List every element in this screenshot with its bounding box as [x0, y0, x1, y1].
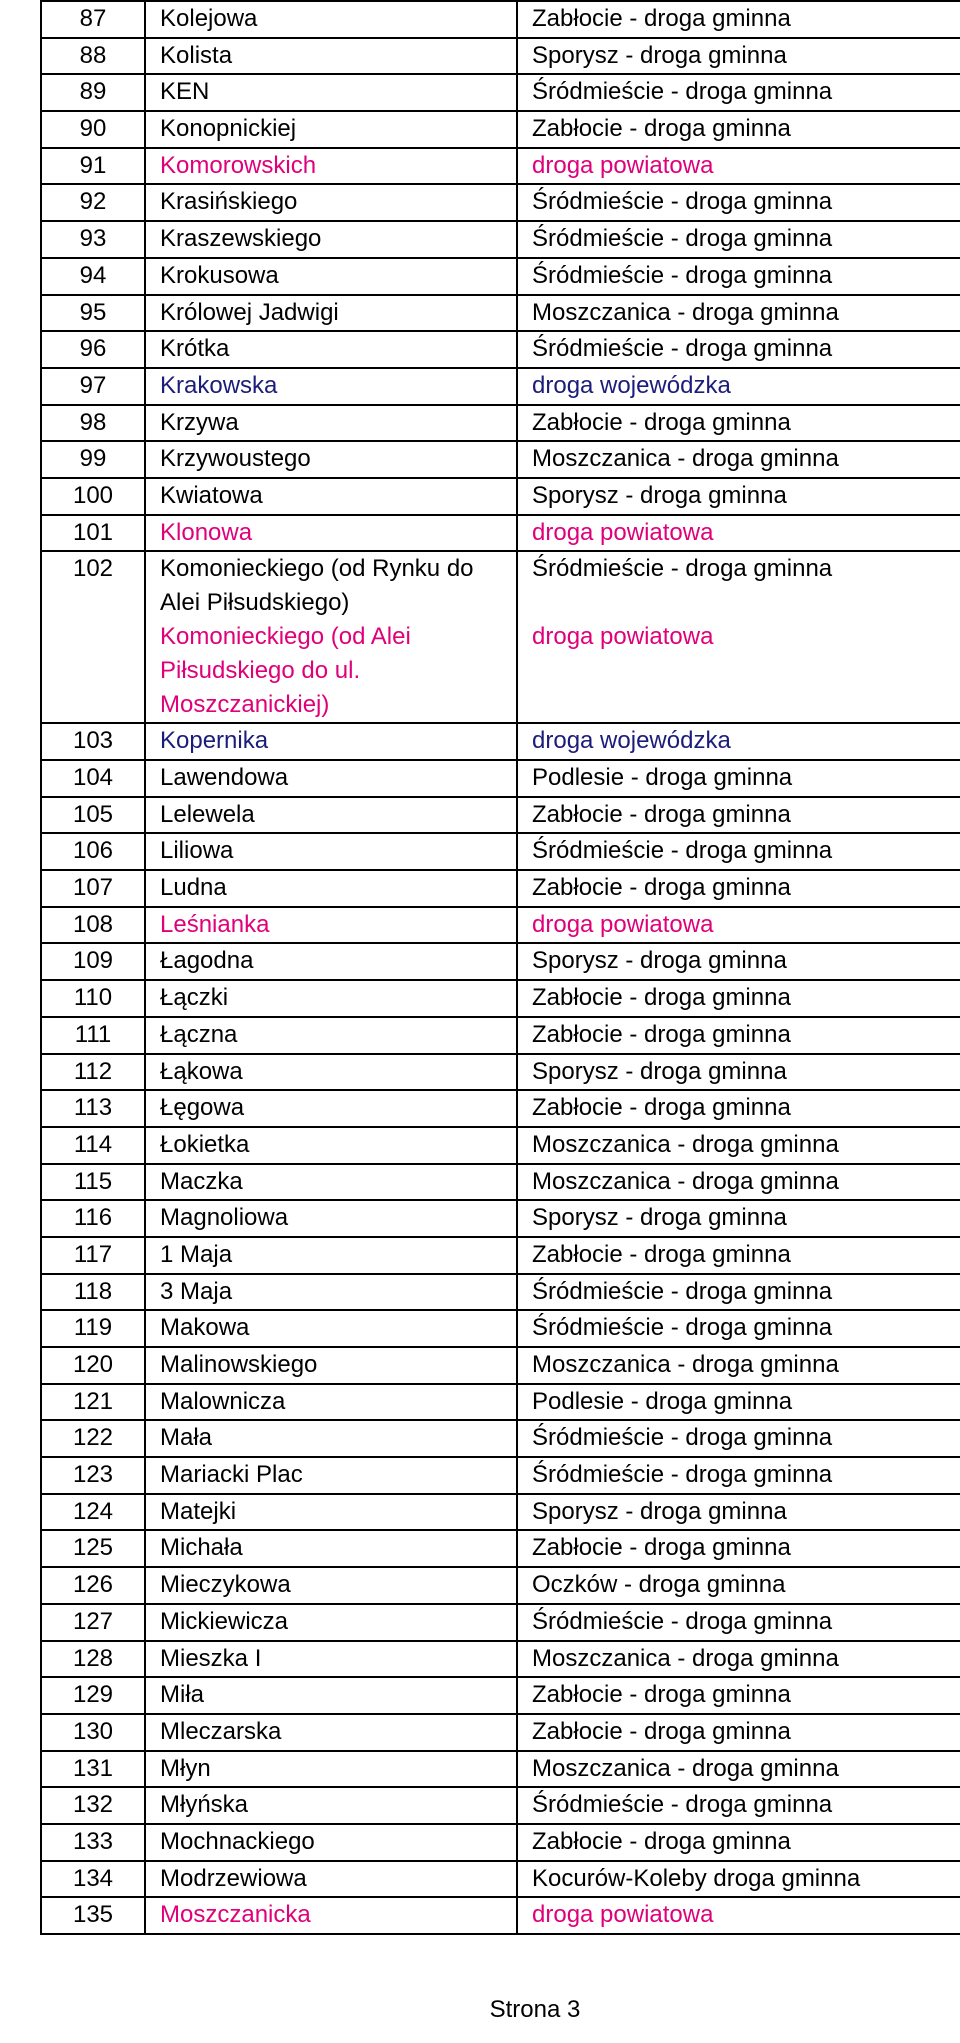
street-name: Krótka [145, 331, 517, 368]
street-name: KEN [145, 74, 517, 111]
road-category: Moszczanica - droga gminna [517, 1751, 960, 1788]
street-name: Łokietka [145, 1127, 517, 1164]
street-name: Mickiewicza [145, 1604, 517, 1641]
road-category: Podlesie - droga gminna [517, 1384, 960, 1421]
street-name: Komonieckiego (od Alei Piłsudskiego do ul. Moszczanickiej) [160, 623, 411, 719]
road-category: Zabłocie - droga gminna [517, 405, 960, 442]
road-category: Zabłocie - droga gminna [517, 1090, 960, 1127]
street-name: Młyn [145, 1751, 517, 1788]
row-number: 132 [41, 1787, 145, 1824]
row-number: 90 [41, 111, 145, 148]
road-category: Moszczanica - droga gminna [517, 1641, 960, 1678]
row-number: 119 [41, 1310, 145, 1347]
row-number: 98 [41, 405, 145, 442]
road-category: Śródmieście - droga gminna [517, 74, 960, 111]
row-number: 93 [41, 221, 145, 258]
row-number: 117 [41, 1237, 145, 1274]
street-name: Królowej Jadwigi [145, 295, 517, 332]
row-number: 111 [41, 1017, 145, 1054]
table-row [41, 258, 960, 295]
row-number: 105 [41, 797, 145, 834]
road-category: Śródmieście - droga gminna [517, 184, 960, 221]
street-name: Mieczykowa [145, 1567, 517, 1604]
row-number: 104 [41, 760, 145, 797]
table-row [41, 1237, 960, 1274]
table-row [41, 1384, 960, 1421]
table-row [41, 74, 960, 111]
street-name: Modrzewiowa [145, 1861, 517, 1898]
table-row [41, 980, 960, 1017]
page-footer [0, 1996, 960, 2024]
row-number: 95 [41, 295, 145, 332]
table-row [41, 1787, 960, 1824]
table-row [41, 907, 960, 944]
road-category: Sporysz - droga gminna [517, 1200, 960, 1237]
row-number: 115 [41, 1164, 145, 1201]
streets-table [40, 0, 960, 1935]
road-category: Zabłocie - droga gminna [517, 797, 960, 834]
road-category: Śródmieście - droga gminna [517, 258, 960, 295]
road-category: Zabłocie - droga gminna [517, 1237, 960, 1274]
street-name: Klonowa [145, 515, 517, 552]
table-row [41, 405, 960, 442]
road-category: Oczków - droga gminna [517, 1567, 960, 1604]
row-number: 124 [41, 1494, 145, 1531]
road-category: droga powiatowa [517, 907, 960, 944]
street-name: Konopnickiej [145, 111, 517, 148]
street-name: Krzywoustego [145, 441, 517, 478]
row-number: 125 [41, 1530, 145, 1567]
table-row [41, 1420, 960, 1457]
page-number: Strona 3 [489, 1996, 581, 2023]
street-name: Łączna [145, 1017, 517, 1054]
row-number: 99 [41, 441, 145, 478]
road-category: Śródmieście - droga gminna [532, 555, 833, 583]
row-number: 101 [41, 515, 145, 552]
table-row [41, 1127, 960, 1164]
street-name: Kopernika [145, 723, 517, 760]
row-number: 128 [41, 1641, 145, 1678]
table-row [41, 184, 960, 221]
street-name: Lawendowa [145, 760, 517, 797]
table-row [41, 478, 960, 515]
road-category: Zabłocie - droga gminna [517, 1714, 960, 1751]
table-row [41, 148, 960, 185]
row-number: 89 [41, 74, 145, 111]
row-number: 120 [41, 1347, 145, 1384]
road-category: Moszczanica - droga gminna [517, 295, 960, 332]
table-row [41, 515, 960, 552]
table-row [41, 295, 960, 332]
street-name: Lelewela [145, 797, 517, 834]
street-name: Michała [145, 1530, 517, 1567]
table-row [41, 943, 960, 980]
row-number: 91 [41, 148, 145, 185]
street-name: Makowa [145, 1310, 517, 1347]
road-category: Śródmieście - droga gminna [517, 221, 960, 258]
table-row [41, 1897, 960, 1934]
streets-table-body-102 [41, 551, 960, 723]
row-number: 88 [41, 38, 145, 75]
table-row [41, 1457, 960, 1494]
table-row [41, 331, 960, 368]
row-number: 118 [41, 1274, 145, 1311]
table-row [41, 1017, 960, 1054]
row-number: 126 [41, 1567, 145, 1604]
table-row [41, 221, 960, 258]
row-number: 97 [41, 368, 145, 405]
street-name: Łagodna [145, 943, 517, 980]
row-number: 100 [41, 478, 145, 515]
row-number: 109 [41, 943, 145, 980]
table-row [41, 1, 960, 38]
road-category: Śródmieście - droga gminna [517, 1457, 960, 1494]
street-name: Leśnianka [145, 907, 517, 944]
table-row [41, 1824, 960, 1861]
street-name: Krzywa [145, 405, 517, 442]
streets-table-body-a [41, 1, 960, 551]
row-number: 131 [41, 1751, 145, 1788]
road-category: droga powiatowa [532, 623, 714, 651]
street-name: Łąkowa [145, 1054, 517, 1091]
road-category: droga wojewódzka [517, 368, 960, 405]
table-row [41, 1090, 960, 1127]
streets-table-body-b [41, 723, 960, 1934]
road-category: Śródmieście - droga gminna [517, 1274, 960, 1311]
street-name: Mieszka I [145, 1641, 517, 1678]
table-row [41, 1494, 960, 1531]
row-number: 87 [41, 1, 145, 38]
street-name: Miła [145, 1677, 517, 1714]
road-category: Śródmieście - droga gminna [517, 1604, 960, 1641]
road-category: Śródmieście - droga gminna [517, 1310, 960, 1347]
table-row [41, 760, 960, 797]
road-category: Sporysz - droga gminna [517, 38, 960, 75]
street-name: Kraszewskiego [145, 221, 517, 258]
row-number: 134 [41, 1861, 145, 1898]
row-number: 113 [41, 1090, 145, 1127]
table-row [41, 1641, 960, 1678]
street-name: Krokusowa [145, 258, 517, 295]
street-name: Malownicza [145, 1384, 517, 1421]
street-name: 1 Maja [145, 1237, 517, 1274]
table-row [41, 1274, 960, 1311]
road-category: droga powiatowa [517, 148, 960, 185]
row-number: 102 [41, 551, 145, 723]
table-row [41, 723, 960, 760]
row-number: 123 [41, 1457, 145, 1494]
table-row [41, 1567, 960, 1604]
road-category: Podlesie - droga gminna [517, 760, 960, 797]
road-category: droga wojewódzka [517, 723, 960, 760]
street-name: Liliowa [145, 833, 517, 870]
road-category: Zabłocie - droga gminna [517, 111, 960, 148]
street-name: Łączki [145, 980, 517, 1017]
street-name: Maczka [145, 1164, 517, 1201]
street-name: Kwiatowa [145, 478, 517, 515]
table-row [41, 1310, 960, 1347]
table-row [41, 870, 960, 907]
street-name: Kolejowa [145, 1, 517, 38]
street-name: Mochnackiego [145, 1824, 517, 1861]
table-row [41, 1054, 960, 1091]
table-row [41, 551, 960, 723]
street-name: Łęgowa [145, 1090, 517, 1127]
row-number: 116 [41, 1200, 145, 1237]
road-category: Śródmieście - droga gminna [517, 833, 960, 870]
road-category: Zabłocie - droga gminna [517, 1677, 960, 1714]
road-category: Zabłocie - droga gminna [517, 870, 960, 907]
street-name: Moszczanicka [145, 1897, 517, 1934]
row-number: 110 [41, 980, 145, 1017]
road-category: Sporysz - droga gminna [517, 478, 960, 515]
road-category: Zabłocie - droga gminna [517, 1, 960, 38]
row-number: 108 [41, 907, 145, 944]
table-row [41, 441, 960, 478]
road-category: Sporysz - droga gminna [517, 943, 960, 980]
road-category: Kocurów-Koleby droga gminna [517, 1861, 960, 1898]
street-name: Kolista [145, 38, 517, 75]
street-name: Krasińskiego [145, 184, 517, 221]
street-name: Ludna [145, 870, 517, 907]
road-category: Zabłocie - droga gminna [517, 1017, 960, 1054]
table-row [41, 1604, 960, 1641]
road-category: Moszczanica - droga gminna [517, 1347, 960, 1384]
street-name: Matejki [145, 1494, 517, 1531]
row-number: 135 [41, 1897, 145, 1934]
road-category: Śródmieście - droga gminna [517, 1420, 960, 1457]
row-number: 92 [41, 184, 145, 221]
row-number: 130 [41, 1714, 145, 1751]
table-row [41, 1530, 960, 1567]
road-category: Sporysz - droga gminna [517, 1054, 960, 1091]
road-category: Śródmieście - droga gminna [517, 1787, 960, 1824]
road-category: Moszczanica - droga gminna [517, 1127, 960, 1164]
row-number: 94 [41, 258, 145, 295]
road-category: Moszczanica - droga gminna [517, 441, 960, 478]
row-number: 127 [41, 1604, 145, 1641]
road-category: Zabłocie - droga gminna [517, 980, 960, 1017]
row-number: 114 [41, 1127, 145, 1164]
row-number: 133 [41, 1824, 145, 1861]
road-category: Sporysz - droga gminna [517, 1494, 960, 1531]
street-name: Krakowska [145, 368, 517, 405]
road-category: droga powiatowa [517, 1897, 960, 1934]
street-name: Komonieckiego (od Rynku do Alei Piłsudskiego) [160, 555, 474, 617]
table-row [41, 1164, 960, 1201]
table-row [41, 797, 960, 834]
street-name: Mała [145, 1420, 517, 1457]
road-category-cell [517, 551, 960, 723]
spacer [532, 586, 960, 620]
row-number: 122 [41, 1420, 145, 1457]
table-row [41, 1677, 960, 1714]
row-number: 103 [41, 723, 145, 760]
table-row [41, 38, 960, 75]
row-number: 129 [41, 1677, 145, 1714]
table-row [41, 833, 960, 870]
row-number: 107 [41, 870, 145, 907]
row-number: 112 [41, 1054, 145, 1091]
table-row [41, 1714, 960, 1751]
road-category: droga powiatowa [517, 515, 960, 552]
street-name: Mariacki Plac [145, 1457, 517, 1494]
street-name: Młyńska [145, 1787, 517, 1824]
table-row [41, 1751, 960, 1788]
row-number: 106 [41, 833, 145, 870]
table-row [41, 111, 960, 148]
street-name: 3 Maja [145, 1274, 517, 1311]
table-row [41, 368, 960, 405]
street-name: Mleczarska [145, 1714, 517, 1751]
table-row [41, 1347, 960, 1384]
row-number: 96 [41, 331, 145, 368]
table-row [41, 1200, 960, 1237]
street-name-cell [145, 551, 517, 723]
table-row [41, 1861, 960, 1898]
row-number: 121 [41, 1384, 145, 1421]
street-name: Malinowskiego [145, 1347, 517, 1384]
road-category: Śródmieście - droga gminna [517, 331, 960, 368]
road-category: Moszczanica - droga gminna [517, 1164, 960, 1201]
road-category: Zabłocie - droga gminna [517, 1824, 960, 1861]
road-category: Zabłocie - droga gminna [517, 1530, 960, 1567]
street-name: Komorowskich [145, 148, 517, 185]
street-name: Magnoliowa [145, 1200, 517, 1237]
